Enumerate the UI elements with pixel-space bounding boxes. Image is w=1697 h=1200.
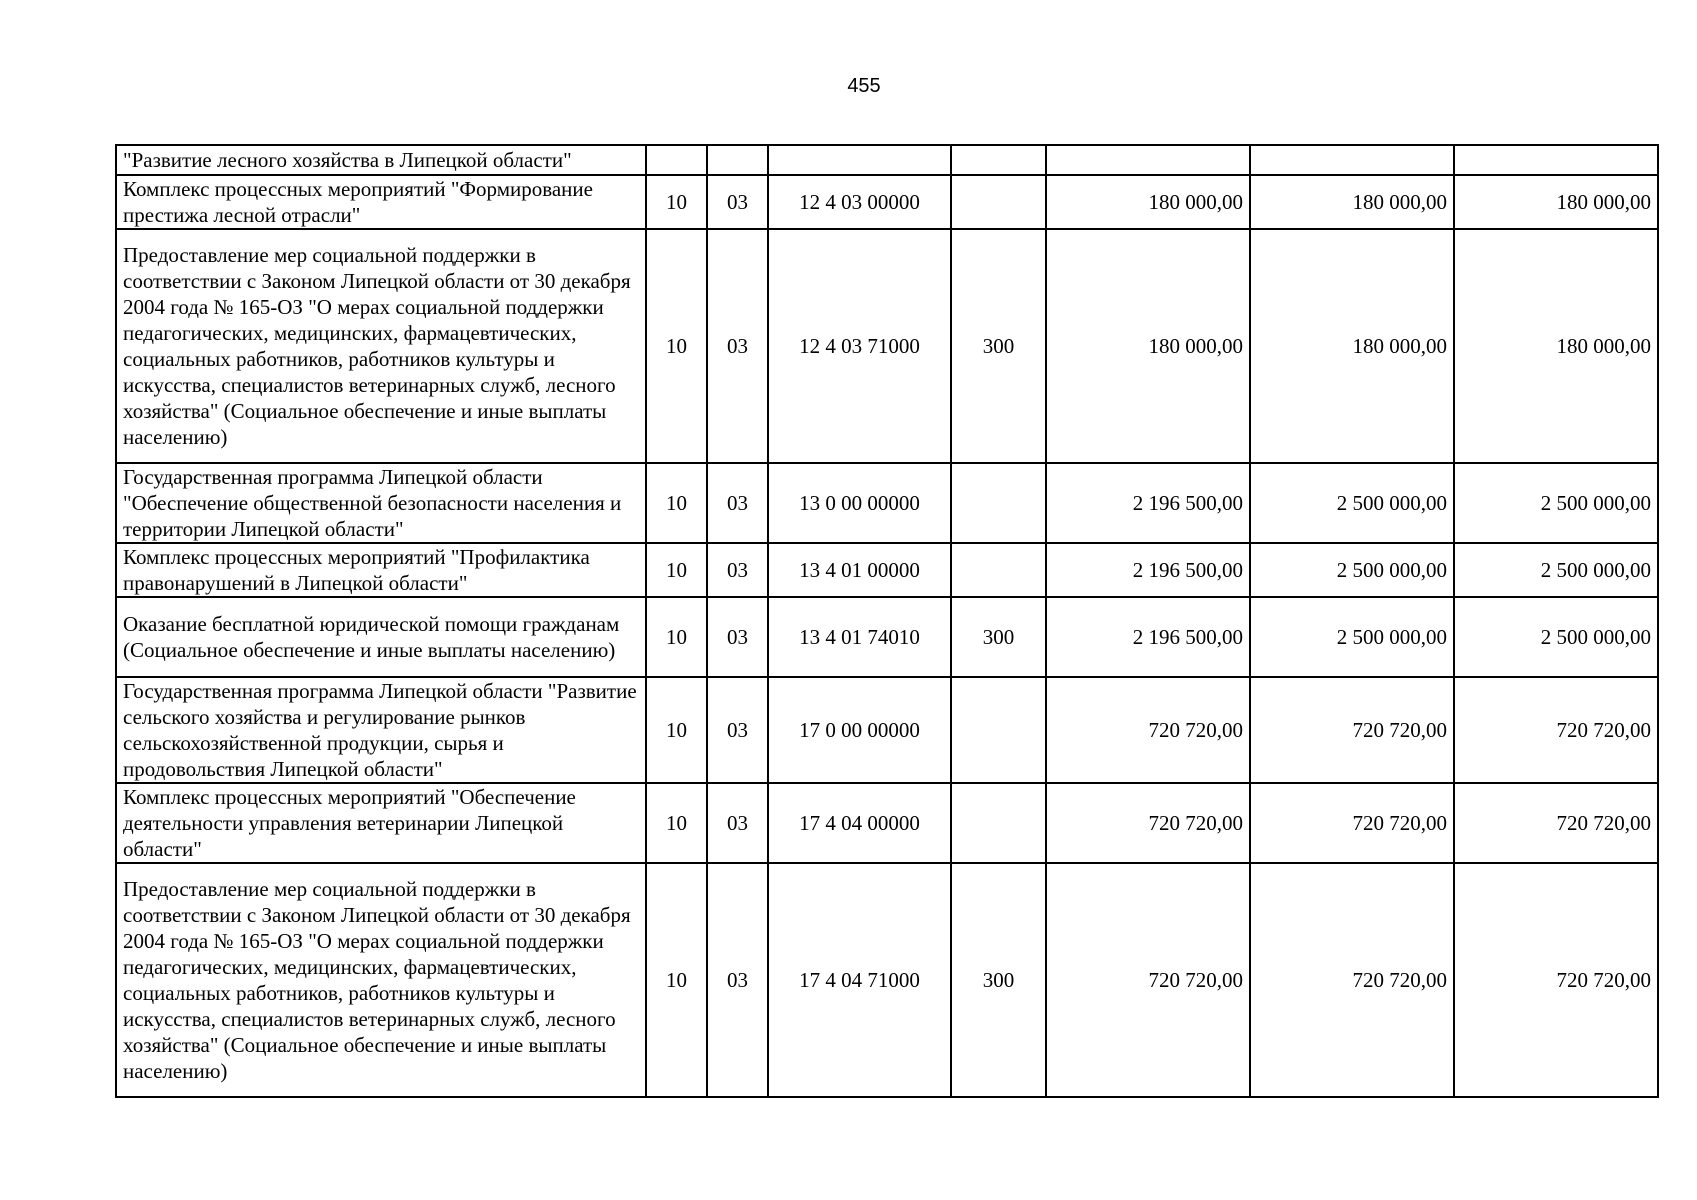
cell-subsection: 03 [707, 863, 768, 1097]
cell-sum-year-2: 180 000,00 [1250, 175, 1454, 229]
cell-sum-year-3: 720 720,00 [1454, 783, 1658, 863]
cell-subsection: 03 [707, 783, 768, 863]
cell-section: 10 [646, 677, 707, 783]
cell-target-article: 17 4 04 71000 [768, 863, 951, 1097]
cell-sum-year-1: 720 720,00 [1046, 863, 1250, 1097]
table-row [116, 543, 1658, 597]
cell-expense-type [951, 677, 1046, 783]
table-row [116, 229, 1658, 463]
cell-subsection: 03 [707, 463, 768, 543]
cell-sum-year-2: 720 720,00 [1250, 863, 1454, 1097]
cell-sum-year-2: 180 000,00 [1250, 229, 1454, 463]
cell-sum-year-1: 720 720,00 [1046, 783, 1250, 863]
cell-sum-year-3: 180 000,00 [1454, 229, 1658, 463]
cell-sum-year-2: 720 720,00 [1250, 677, 1454, 783]
cell-subsection [707, 145, 768, 175]
cell-target-article [768, 145, 951, 175]
cell-name: Комплекс процессных мероприятий "Формирование престижа лесной отрасли" [116, 175, 646, 229]
cell-sum-year-2: 2 500 000,00 [1250, 463, 1454, 543]
cell-name: Государственная программа Липецкой области "Развитие сельского хозяйства и регулирование рынков сельскохозяйственной продукции, сырья и продовольствия Липецкой области" [116, 677, 646, 783]
cell-section: 10 [646, 543, 707, 597]
cell-expense-type [951, 145, 1046, 175]
cell-sum-year-3: 2 500 000,00 [1454, 597, 1658, 677]
cell-name: Предоставление мер социальной поддержки в соответствии с Законом Липецкой области от 30 декабря 2004 года № 165-ОЗ "О мерах социальной поддержки педагогических, медицинских, фармацевтических, социальных работников, работников культуры и искусства, специалистов ветеринарных служб, лесного хозяйства" (Социальное обеспечение и иные выплаты населению) [116, 229, 646, 463]
table-row [116, 175, 1658, 229]
cell-expense-type [951, 463, 1046, 543]
cell-sum-year-1: 180 000,00 [1046, 175, 1250, 229]
page-number: 455 [847, 75, 881, 97]
cell-name: Предоставление мер социальной поддержки в соответствии с Законом Липецкой области от 30 декабря 2004 года № 165-ОЗ "О мерах социальной поддержки педагогических, медицинских, фармацевтических, социальных работников, работников культуры и искусства, специалистов ветеринарных служб, лесного хозяйства" (Социальное обеспечение и иные выплаты населению) [116, 863, 646, 1097]
cell-name: Оказание бесплатной юридической помощи гражданам (Социальное обеспечение и иные выплаты населению) [116, 597, 646, 677]
cell-subsection: 03 [707, 543, 768, 597]
cell-target-article: 17 4 04 00000 [768, 783, 951, 863]
cell-sum-year-2: 2 500 000,00 [1250, 543, 1454, 597]
cell-expense-type: 300 [951, 597, 1046, 677]
cell-sum-year-2: 2 500 000,00 [1250, 597, 1454, 677]
cell-sum-year-2: 720 720,00 [1250, 783, 1454, 863]
cell-sum-year-3: 180 000,00 [1454, 175, 1658, 229]
cell-target-article: 17 0 00 00000 [768, 677, 951, 783]
cell-subsection: 03 [707, 597, 768, 677]
cell-sum-year-1: 2 196 500,00 [1046, 597, 1250, 677]
cell-section: 10 [646, 597, 707, 677]
cell-sum-year-1: 2 196 500,00 [1046, 543, 1250, 597]
cell-section: 10 [646, 175, 707, 229]
cell-sum-year-3: 2 500 000,00 [1454, 463, 1658, 543]
cell-name: "Развитие лесного хозяйства в Липецкой области" [116, 145, 646, 175]
cell-target-article: 12 4 03 71000 [768, 229, 951, 463]
cell-expense-type: 300 [951, 229, 1046, 463]
cell-sum-year-3: 720 720,00 [1454, 677, 1658, 783]
cell-sum-year-1 [1046, 145, 1250, 175]
cell-name: Комплекс процессных мероприятий "Профилактика правонарушений в Липецкой области" [116, 543, 646, 597]
cell-sum-year-1: 180 000,00 [1046, 229, 1250, 463]
cell-name: Государственная программа Липецкой области "Обеспечение общественной безопасности населения и территории Липецкой области" [116, 463, 646, 543]
cell-sum-year-2 [1250, 145, 1454, 175]
cell-expense-type [951, 543, 1046, 597]
cell-sum-year-3: 2 500 000,00 [1454, 543, 1658, 597]
cell-section [646, 145, 707, 175]
cell-section: 10 [646, 863, 707, 1097]
cell-target-article: 12 4 03 00000 [768, 175, 951, 229]
budget-table [115, 144, 1659, 1098]
table-body [116, 145, 1658, 1097]
cell-name: Комплекс процессных мероприятий "Обеспечение деятельности управления ветеринарии Липецкой области" [116, 783, 646, 863]
table-row [116, 463, 1658, 543]
cell-target-article: 13 0 00 00000 [768, 463, 951, 543]
cell-expense-type [951, 175, 1046, 229]
cell-target-article: 13 4 01 74010 [768, 597, 951, 677]
table-row [116, 783, 1658, 863]
cell-subsection: 03 [707, 677, 768, 783]
cell-subsection: 03 [707, 229, 768, 463]
cell-sum-year-3: 720 720,00 [1454, 863, 1658, 1097]
table-row [116, 677, 1658, 783]
cell-target-article: 13 4 01 00000 [768, 543, 951, 597]
cell-sum-year-1: 720 720,00 [1046, 677, 1250, 783]
cell-sum-year-3 [1454, 145, 1658, 175]
table-row [116, 863, 1658, 1097]
table-row [116, 145, 1658, 175]
cell-sum-year-1: 2 196 500,00 [1046, 463, 1250, 543]
cell-section: 10 [646, 783, 707, 863]
cell-expense-type: 300 [951, 863, 1046, 1097]
cell-section: 10 [646, 463, 707, 543]
cell-subsection: 03 [707, 175, 768, 229]
cell-expense-type [951, 783, 1046, 863]
cell-section: 10 [646, 229, 707, 463]
table-row [116, 597, 1658, 677]
